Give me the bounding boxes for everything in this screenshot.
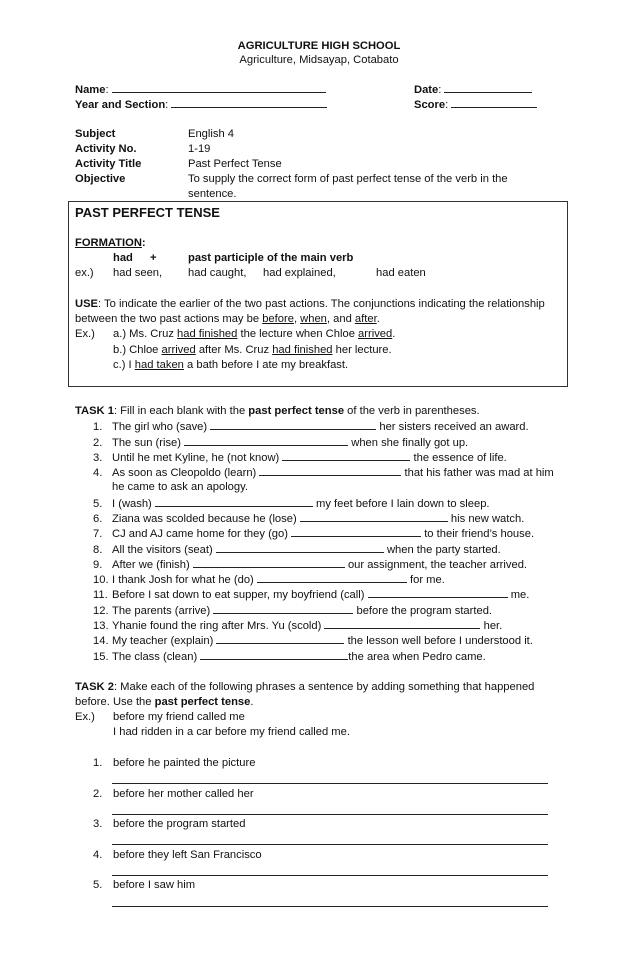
task2-answer-line[interactable] xyxy=(112,783,548,784)
answer-blank[interactable] xyxy=(216,543,384,553)
task1-item: 4. As soon as Cleopoldo (learn) that his father was mad at him xyxy=(93,467,554,479)
conj-after: after xyxy=(354,313,377,325)
answer-blank[interactable] xyxy=(257,573,407,583)
objective-label: Objective xyxy=(75,173,126,185)
answer-blank[interactable] xyxy=(259,466,401,476)
answer-blank[interactable] xyxy=(184,436,348,446)
answer-blank[interactable] xyxy=(213,604,353,614)
task1-item: 10. I thank Josh for what he (do) for me. xyxy=(93,574,445,586)
task2-ex-label: Ex.) xyxy=(75,711,95,723)
date-blank[interactable] xyxy=(444,83,532,93)
use-example-a: a.) Ms. Cruz had finished the lecture when Chloe arrived. xyxy=(113,328,396,340)
objective-value-cont: sentence. xyxy=(188,188,237,200)
objective-value: To supply the correct form of past perfect tense of the verb in the xyxy=(188,173,508,185)
task2-answer-line[interactable] xyxy=(112,906,548,907)
task1-instructions: TASK 1: Fill in each blank with the past perfect tense of the verb in parentheses. xyxy=(75,405,480,417)
year-section-blank[interactable] xyxy=(171,98,327,108)
task1-item: 7. CJ and AJ came home for they (go) to their friend’s house. xyxy=(93,528,535,540)
name-label: Name xyxy=(75,84,106,96)
use-example-c: c.) I had taken a bath before I ate my breakfast. xyxy=(113,359,349,371)
score-blank[interactable] xyxy=(451,98,537,108)
score-label: Score xyxy=(414,99,446,111)
answer-blank[interactable] xyxy=(368,588,508,598)
answer-blank[interactable] xyxy=(291,527,421,537)
use-label: USE xyxy=(75,298,99,310)
task1-item: 11. Before I sat down to eat supper, my boyfriend (call) me. xyxy=(93,589,530,601)
subject-value: English 4 xyxy=(188,128,235,140)
answer-blank[interactable] xyxy=(324,619,480,629)
name-field: Name: xyxy=(75,83,326,96)
task1-item: 15. The class (clean) the area when Pedro came. xyxy=(93,651,486,663)
formula-plus: + xyxy=(150,252,157,264)
task2-instructions-1: TASK 2: Make each of the following phrases a sentence by adding something that happened xyxy=(75,681,535,693)
task1-item: 12. The parents (arrive) before the program started. xyxy=(93,605,493,617)
task1-item: 1. The girl who (save) her sisters received an award. xyxy=(93,421,529,433)
example-had-eaten: had eaten xyxy=(376,267,426,279)
task1-item: 5. I (wash) my feet before I lain down to sleep. xyxy=(93,498,490,510)
task2-item: 5. before I saw him xyxy=(93,879,196,891)
task1-item: 3. Until he met Kyline, he (not know) the essence of life. xyxy=(93,452,507,464)
task1-item: 9. After we (finish) our assignment, the teacher arrived. xyxy=(93,559,528,571)
example-had-seen: had seen, xyxy=(113,267,163,279)
task2-instructions-2: before. Use the past perfect tense. xyxy=(75,696,254,708)
date-field: Date: xyxy=(414,83,532,96)
task2-item: 1. before he painted the picture xyxy=(93,757,256,769)
use-ex-label: Ex.) xyxy=(75,328,95,340)
year-section-field: Year and Section: xyxy=(75,98,327,111)
answer-blank[interactable] xyxy=(193,558,345,568)
date-label: Date xyxy=(414,84,439,96)
use-line-2: between the two past actions may be before, when, and after. xyxy=(75,313,380,325)
answer-blank[interactable] xyxy=(155,497,313,507)
example-had-caught: had caught, xyxy=(188,267,247,279)
task2-ex-sentence: I had ridden in a car before my friend called me. xyxy=(113,726,350,738)
task2-answer-line[interactable] xyxy=(112,875,548,876)
answer-blank[interactable] xyxy=(200,650,348,660)
score-field: Score: xyxy=(414,98,537,111)
task1-item: 13. Yhanie found the ring after Mrs. Yu (scold) her. xyxy=(93,620,503,632)
task1-item: 2. The sun (rise) when she finally got up. xyxy=(93,437,469,449)
task2-ex-phrase: before my friend called me xyxy=(113,711,245,723)
school-address: Agriculture, Midsayap, Cotabato xyxy=(239,54,399,66)
activity-title-value: Past Perfect Tense xyxy=(188,158,282,170)
task1-item: 8. All the visitors (seat) when the party started. xyxy=(93,544,501,556)
conj-before: before xyxy=(262,313,294,325)
use-example-b: b.) Chloe arrived after Ms. Cruz had finished her lecture. xyxy=(113,344,392,356)
answer-blank[interactable] xyxy=(216,634,344,644)
subject-label: Subject xyxy=(75,128,116,140)
task1-item: 14. My teacher (explain) the lesson well before I understood it. xyxy=(93,635,533,647)
task2-item: 2. before her mother called her xyxy=(93,788,254,800)
formation-label: FORMATION xyxy=(75,237,142,249)
task1-item-cont: he came to ask an apology. xyxy=(112,481,248,493)
task2-answer-line[interactable] xyxy=(112,814,548,815)
task2-item: 4. before they left San Francisco xyxy=(93,849,262,861)
example-had-explained: had explained, xyxy=(263,267,336,279)
answer-blank[interactable] xyxy=(300,512,448,522)
name-blank[interactable] xyxy=(112,83,326,93)
answer-blank[interactable] xyxy=(282,451,410,461)
activity-no-value: 1-19 xyxy=(188,143,211,155)
year-section-label: Year and Section xyxy=(75,99,166,111)
answer-blank[interactable] xyxy=(210,420,376,430)
use-line-1: USE: To indicate the earlier of the two past actions. The conjunctions indicating the relationship xyxy=(75,298,545,310)
formation-heading: FORMATION: xyxy=(75,237,146,249)
task2-answer-line[interactable] xyxy=(112,844,548,845)
task1-label: TASK 1 xyxy=(75,405,114,417)
formation-ex-label: ex.) xyxy=(75,267,94,279)
school-name: AGRICULTURE HIGH SCHOOL xyxy=(237,40,401,52)
formula-had: had xyxy=(113,252,133,264)
formula-past-participle: past participle of the main verb xyxy=(188,252,354,264)
task2-item: 3. before the program started xyxy=(93,818,246,830)
conj-when: when xyxy=(300,313,327,325)
task2-label: TASK 2 xyxy=(75,681,114,693)
lesson-title: PAST PERFECT TENSE xyxy=(75,205,220,220)
activity-no-label: Activity No. xyxy=(75,143,137,155)
task1-item: 6. Ziana was scolded because he (lose) his new watch. xyxy=(93,513,525,525)
activity-title-label: Activity Title xyxy=(75,158,142,170)
